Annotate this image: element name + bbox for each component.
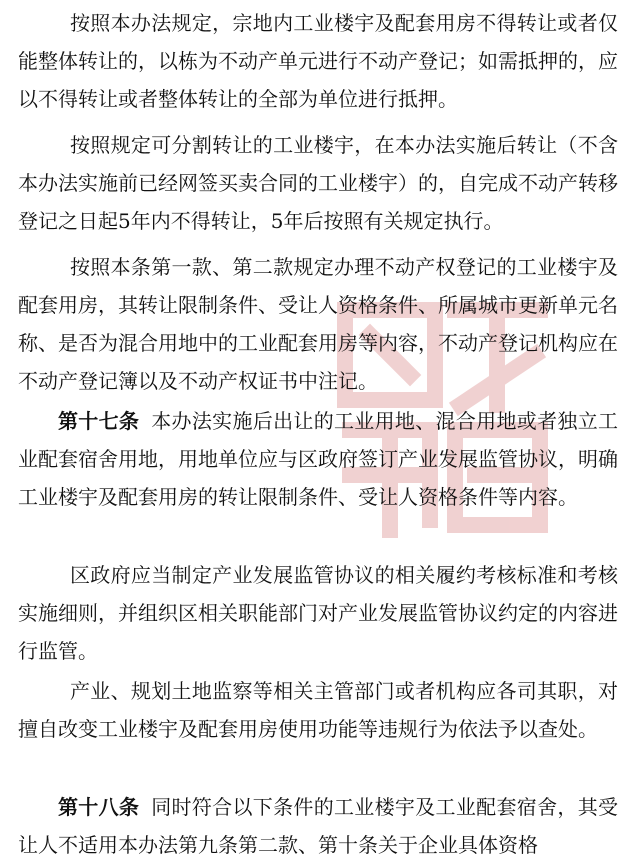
- paragraph-article-17: [18, 402, 618, 516]
- paragraph-text: 按照规定可分割转让的工业楼宇，在本办法实施后转让（不含本办法实施前已经网签买卖合同的工业楼宇）的，自完成不动产转移登记之日起5年内不得转让，5年后按照有关规定执行。: [18, 133, 618, 233]
- paragraph-text: 按照本条第一款、第二款规定办理不动产权登记的工业楼宇及配套用房，其转让限制条件、受让人资格条件、所属城市更新单元名称、是否为混合用地中的工业配套用房等内容，不动产登记机构应在不动产登记簿以及不动产权证书中注记。: [18, 255, 618, 393]
- paragraph-text: 同时符合以下条件的工业楼宇及工业配套宿舍，其受让人不适用本办法第九条第二款、第十条关于企业具体资格: [18, 795, 619, 857]
- paragraph-5: [18, 556, 618, 670]
- paragraph-2: [18, 126, 618, 240]
- article-number: 第十七条: [58, 409, 140, 433]
- paragraph-text: 本办法实施后出让的工业用地、混合用地或者独立工业配套宿舍用地，用地单位应与区政府签订产业发展监管协议，明确工业楼宇及配套用房的转让限制条件、受让人资格条件等内容。: [18, 409, 619, 509]
- paragraph-3: [18, 248, 618, 400]
- paragraph-6: [18, 672, 618, 748]
- paragraph-text: 区政府应当制定产业发展监管协议的相关履约考核标准和考核实施细则，并组织区相关职能部门对产业发展监管协议约定的内容进行监管。: [18, 563, 618, 663]
- paragraph-text: 产业、规划土地监察等相关主管部门或者机构应各司其职，对擅自改变工业楼宇及配套用房使用功能等违规行为依法予以查处。: [18, 679, 618, 741]
- paragraph-1: [18, 4, 618, 118]
- paragraph-article-18: [18, 788, 618, 864]
- article-number: 第十八条: [58, 795, 140, 819]
- paragraph-text: 按照本办法规定，宗地内工业楼宇及配套用房不得转让或者仅能整体转让的，以栋为不动产单元进行不动产登记；如需抵押的，应以不得转让或者整体转让的全部为单位进行抵押。: [18, 11, 618, 111]
